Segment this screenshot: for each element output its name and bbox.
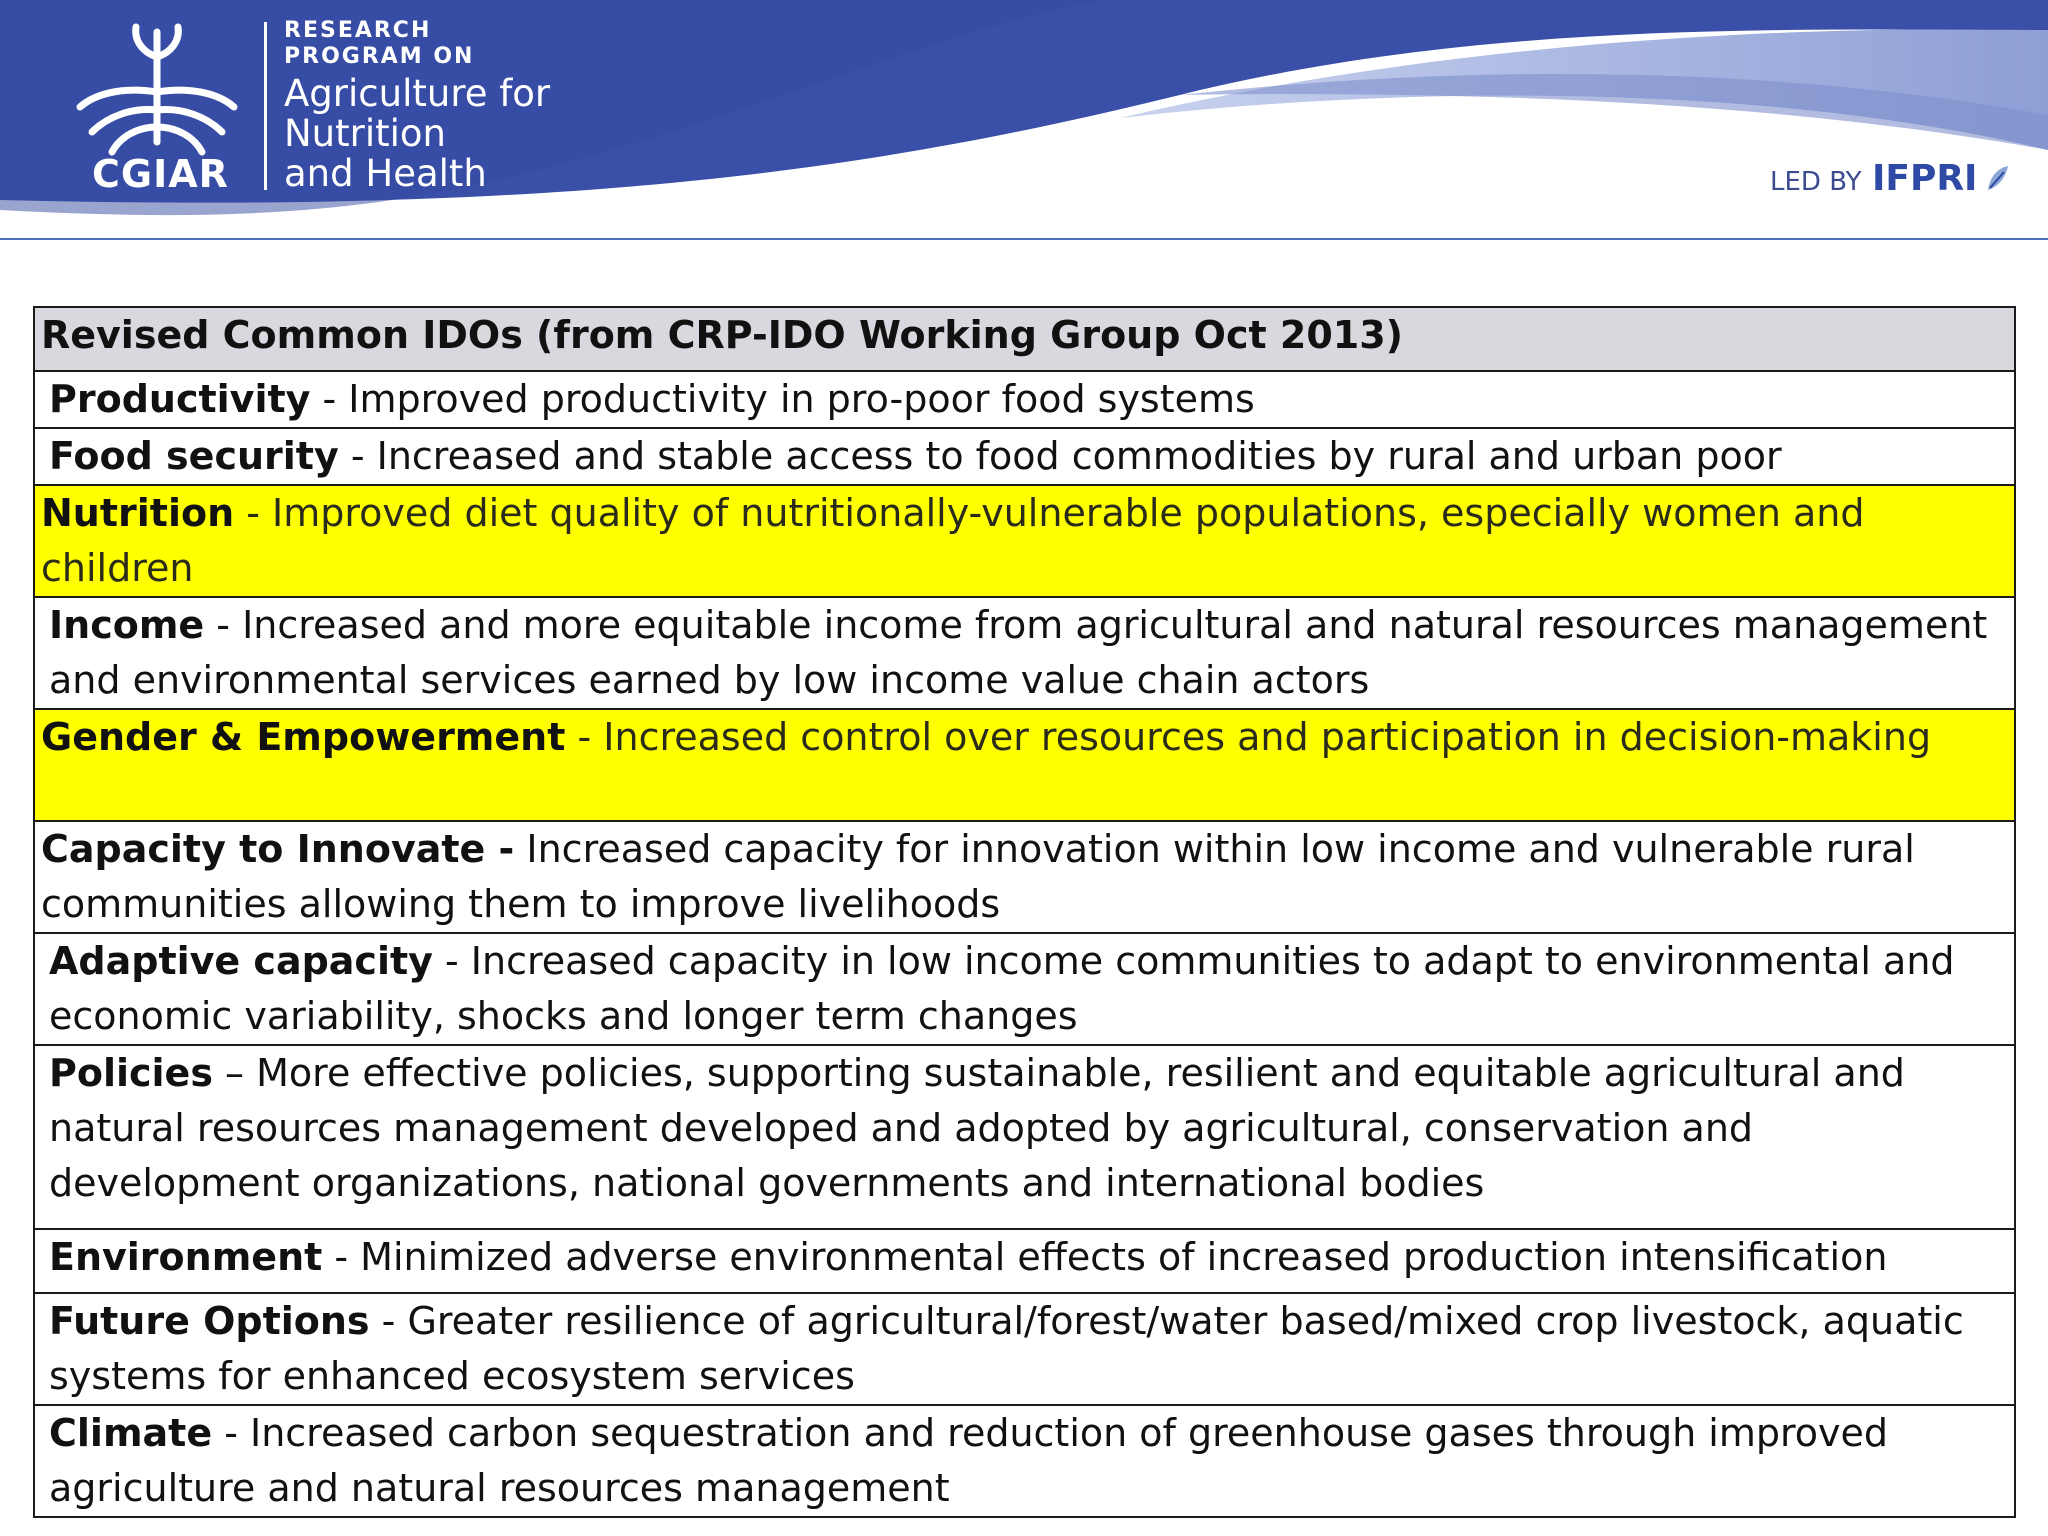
led-by-label: LED BY [1770, 167, 1862, 197]
ido-term: Adaptive capacity [49, 939, 433, 983]
table-row [34, 597, 2015, 709]
ido-cell [34, 428, 2015, 485]
ido-term: Environment [49, 1235, 323, 1279]
cgiar-logo-icon [72, 22, 242, 162]
ido-separator: - [432, 939, 471, 983]
ido-description: Improved productivity in pro-poor food systems [348, 377, 1255, 421]
ido-separator: - [204, 603, 243, 647]
ido-description: Minimized adverse environmental effects of increased production intensification [360, 1235, 1888, 1279]
table-row [34, 1045, 2015, 1229]
ido-term: Capacity to Innovate - [41, 827, 515, 871]
ido-separator: - [322, 1235, 361, 1279]
table-header-row [34, 307, 2015, 371]
ido-description: Increased and stable access to food commodities by rural and urban poor [376, 434, 1782, 478]
ido-cell [34, 1405, 2015, 1517]
logo-divider [264, 22, 267, 190]
ido-description: Increased and more equitable income from agricultural and natural resources management and environmental services earned by low income value chain actors [49, 603, 1988, 702]
ido-separator: - [310, 377, 349, 421]
ido-term: Food security [49, 434, 339, 478]
cgiar-wordmark: CGIAR [92, 152, 229, 196]
ido-cell [34, 821, 2015, 933]
table-row [34, 371, 2015, 428]
ido-separator: – [212, 1051, 257, 1095]
table-row-highlighted [34, 709, 2015, 821]
ido-description: Improved diet quality of nutritionally-vulnerable populations, especially women and children [41, 491, 1865, 590]
led-by-ifpri [1770, 158, 2012, 198]
ido-cell [34, 1229, 2015, 1293]
ido-table [33, 306, 2016, 1518]
ido-term: Policies [49, 1051, 213, 1095]
header-divider [0, 238, 2048, 240]
ido-term: Nutrition [41, 491, 235, 535]
program-name-line1: Agriculture for [284, 72, 551, 115]
header-banner [0, 0, 2048, 245]
table-row [34, 1293, 2015, 1405]
ido-description: Increased capacity in low income communities to adapt to environmental and economic variability, shocks and longer term changes [49, 939, 1955, 1038]
ido-separator: - [565, 715, 604, 759]
ifpri-leaf-icon [1984, 162, 2012, 194]
table-row [34, 1229, 2015, 1293]
ido-separator: - [369, 1299, 408, 1343]
table-row [34, 428, 2015, 485]
program-name-line3: and Health [284, 152, 487, 195]
ido-term: Productivity [49, 377, 311, 421]
program-label-line2: PROGRAM ON [284, 44, 475, 69]
ido-cell [34, 1293, 2015, 1405]
ido-separator: - [234, 491, 273, 535]
ido-cell [34, 597, 2015, 709]
program-label-line1: RESEARCH [284, 18, 432, 43]
ido-cell [34, 371, 2015, 428]
ido-cell [34, 933, 2015, 1045]
ido-description: Increased capacity for innovation within low income and vulnerable rural communities allowing them to improve livelihoods [41, 827, 1915, 926]
ido-term: Income [49, 603, 205, 647]
ido-description: Greater resilience of agricultural/forest/water based/mixed crop livestock, aquatic systems for enhanced ecosystem services [49, 1299, 1964, 1398]
ido-description: Increased control over resources and participation in decision-making [603, 715, 1932, 759]
table-row [34, 933, 2015, 1045]
table-row-highlighted [34, 485, 2015, 597]
ido-separator: - [338, 434, 377, 478]
ido-term: Climate [49, 1411, 213, 1455]
table-row [34, 1405, 2015, 1517]
ido-separator [514, 827, 526, 871]
ido-description: More effective policies, supporting sustainable, resilient and equitable agricultural and natural resources management developed and adopted by agricultural, conservation and development organizations, national governments and international bodies [49, 1051, 1905, 1205]
ido-cell [34, 709, 2015, 821]
ifpri-wordmark: IFPRI [1871, 158, 1978, 199]
ido-description: Increased carbon sequestration and reduction of greenhouse gases through improved agriculture and natural resources management [49, 1411, 1888, 1510]
ido-separator: - [212, 1411, 250, 1455]
table-title: Revised Common IDOs (from CRP-IDO Working Group Oct 2013) [34, 307, 2015, 371]
ido-cell [34, 1045, 2015, 1229]
ido-term: Gender & Empowerment [41, 715, 566, 759]
program-name-line2: Nutrition [284, 112, 447, 155]
table-row [34, 821, 2015, 933]
ido-cell [34, 485, 2015, 597]
ido-term: Future Options [49, 1299, 370, 1343]
